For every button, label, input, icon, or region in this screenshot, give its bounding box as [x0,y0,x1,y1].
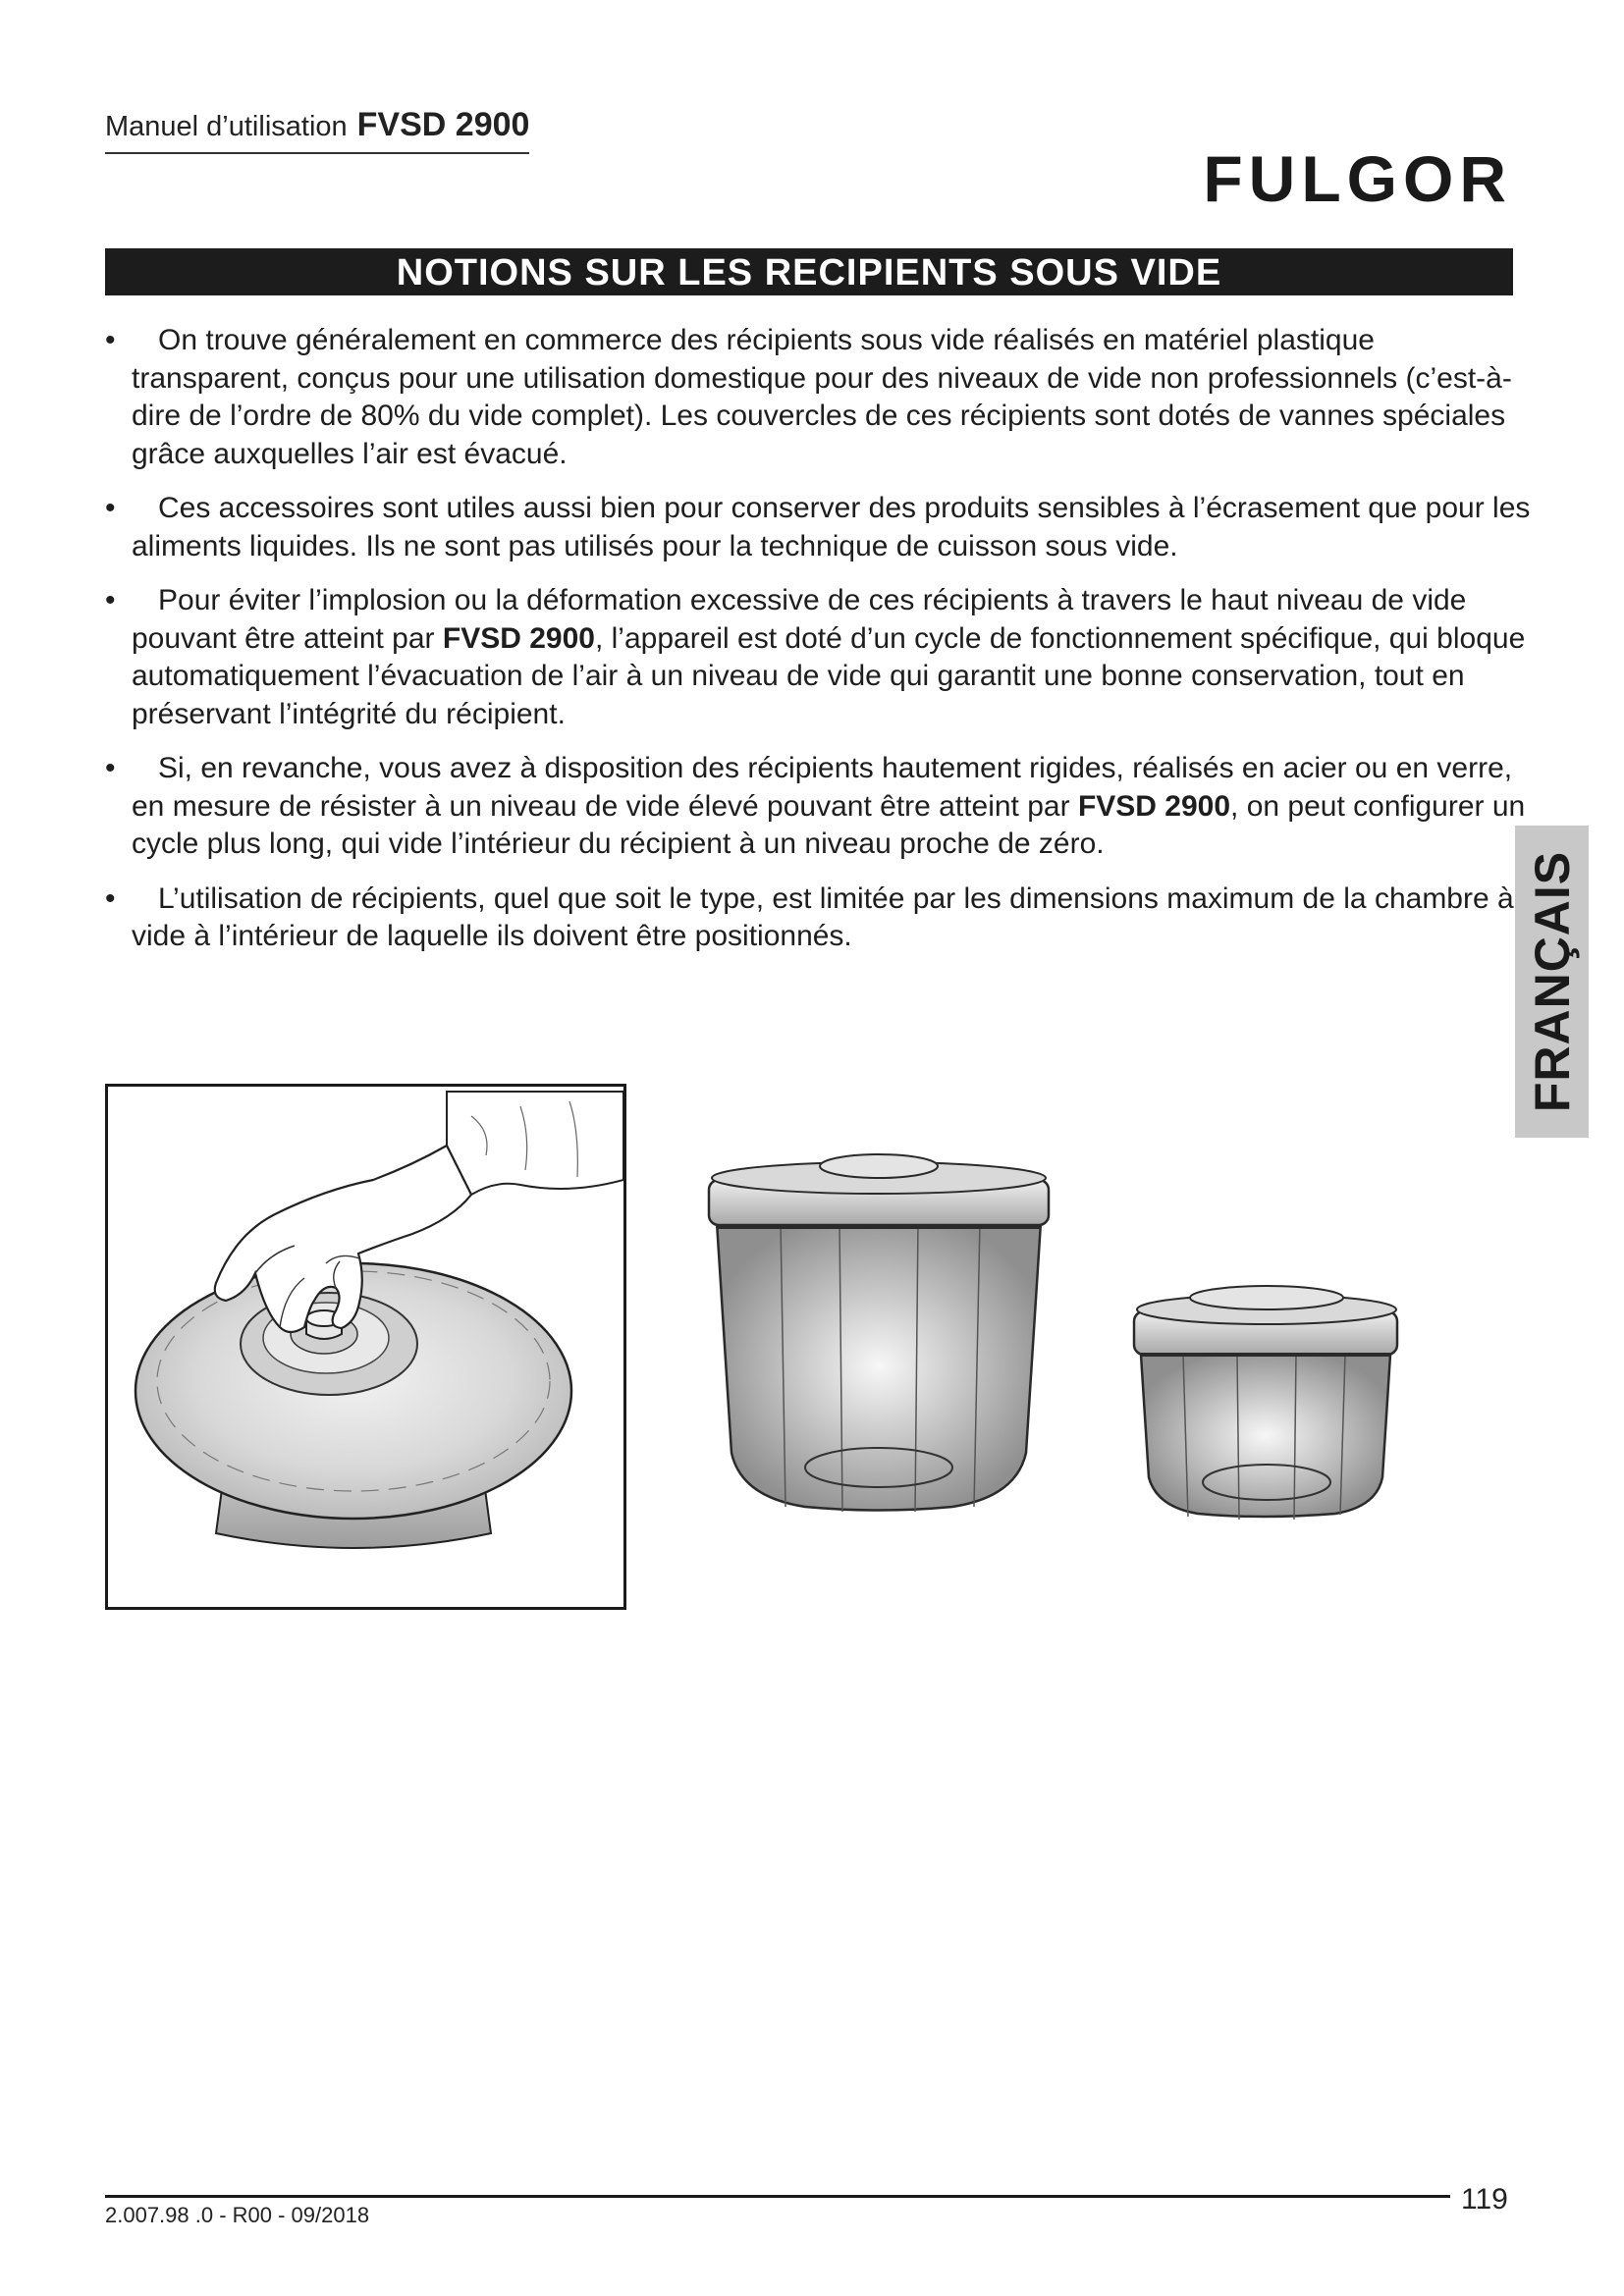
bullet-text: Ces accessoires sont utiles aussi bien pour conserver des produits sensibles à l’écrasement que pour les aliments liquides. Ils ne sont pas utilisés pour la technique de cuisson sous vide. [132,492,1531,562]
model-name: FVSD 2900 [356,106,530,143]
footer-divider [105,2195,1450,2198]
vacuum-containers-illustration [687,1129,1551,1571]
language-tab [1515,826,1589,1138]
bullet-item [105,582,1539,733]
bullet-text: , l’appareil est doté d’un cycle de fonctionnement spécifique, qui bloque automatiquement l’évacuation de l’air à un niveau de vide qui garantit une bonne conservation, tout en préservant l’intégrité du récipient. [132,621,1526,730]
document-code: 2.007.98 .0 - R00 - 09/2018 [105,2203,370,2227]
containers-drawing [687,1129,1551,1571]
lid-valve-illustration [105,1084,626,1610]
manual-header [105,106,529,154]
bullet-text: Si, en revanche, vous avez à disposition des récipients hautement rigides, réalisés en acier ou en verre, en mesure de résister à un niveau de vide élevé pouvant être atteint par [132,752,1513,823]
bullet-item [105,322,1539,473]
bullet-item [105,490,1539,565]
bullet-list [105,322,1539,973]
model-reference: FVSD 2900 [1077,789,1231,823]
bullet-text: L’utilisation de récipients, quel que soit le type, est limitée par les dimensions maximum de la chambre à vide à l’intérieur de laquelle ils doivent être positionnés. [132,881,1514,952]
bullet-text: , on peut configurer un cycle plus long, qui vide l’intérieur du récipient à un niveau proche de zéro. [132,789,1526,860]
section-title: NOTIONS SUR LES RECIPIENTS SOUS VIDE [105,248,1513,295]
large-container [709,1154,1049,1512]
page-number: 119 [1461,2183,1508,2216]
model-reference: FVSD 2900 [442,621,595,655]
hand-on-valve-drawing [108,1087,623,1607]
bullet-item [105,750,1539,864]
bullet-text: On trouve généralement en commerce des récipients sous vide réalisés en matériel plastique transparent, conçus pour une utilisation domestique pour des niveaux de vide non professionnels (c’est-à-dire de l’ordre de 80% du vide complet). Les couvercles de ces récipients sont dotés de vannes spéciales grâce auxquelles l’air est évacué. [132,324,1512,470]
bullet-item [105,881,1539,956]
bullet-text: Pour éviter l’implosion ou la déformation excessive de ces récipients à travers le haut niveau de vide pouvant être atteint par [132,584,1467,655]
small-container [1134,1286,1397,1520]
manual-label: Manuel d’utilisation [105,111,348,142]
brand-logo: FULGOR [1203,142,1512,215]
language-label: FRANÇAIS [1524,850,1580,1113]
